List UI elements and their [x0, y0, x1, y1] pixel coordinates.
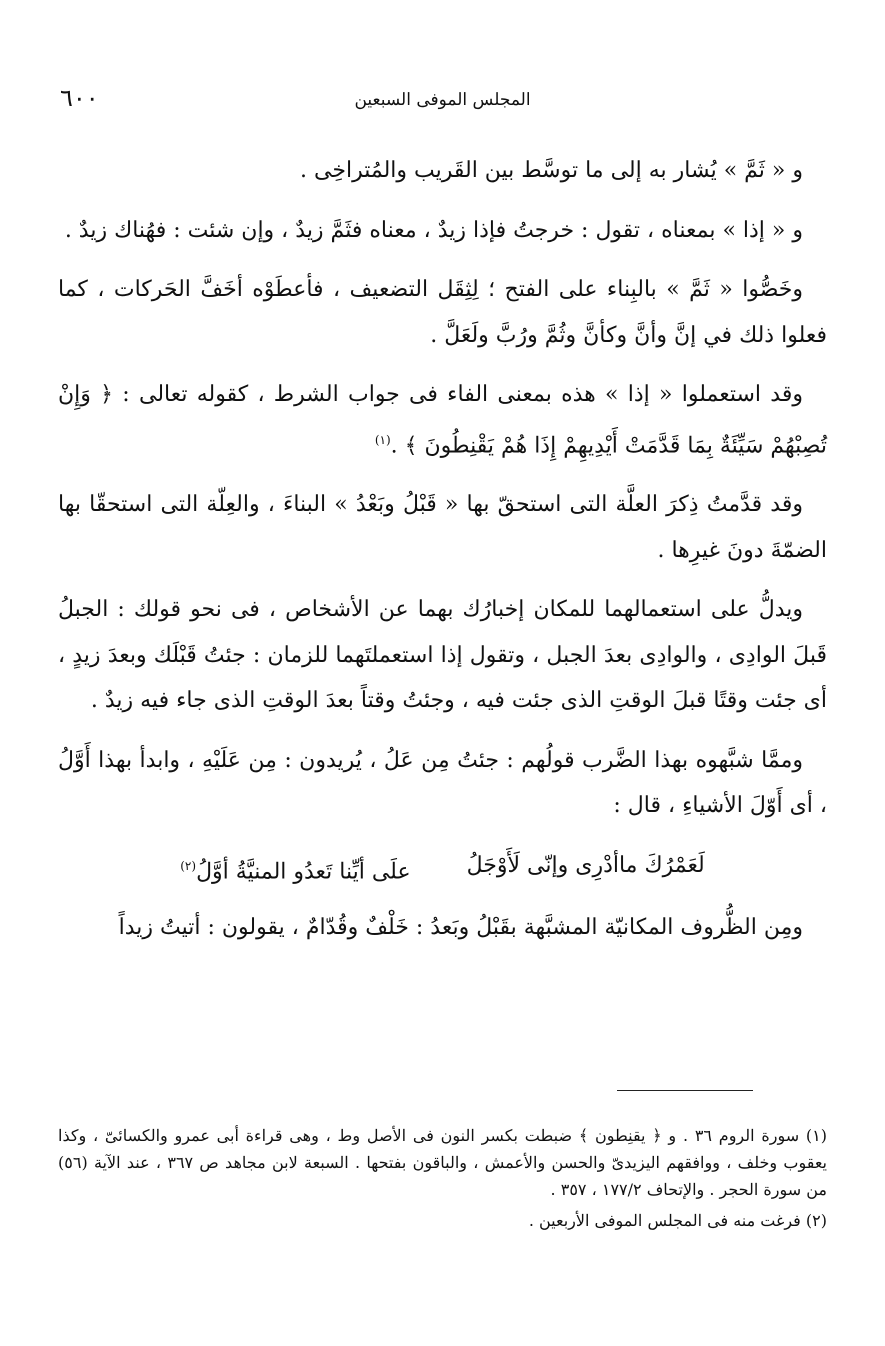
paragraph-7: وممَّا شبَّهوه بهذا الضَّرب قولُهم : جئتُ مِن عَلُ ، يُريدون : مِن عَلَيْهِ ، وابدأ بهذا أَوَّلُ ، أى أَوّلَ الأشياءِ ، قال : — [58, 747, 827, 819]
page-header — [60, 84, 825, 124]
footnote-1: (١) سورة الروم ٣٦ . و ﴿ يقنِطون ﴾ ضبطت بكسر النون فى الأصل وط ، وهى قراءة أبى عمرو والكسائىّ ، وكذا يعقوب وخلف ، ووافقهم اليزيدىّ والحسن والأعمش ، والباقون بفتحها . السبعة لابن مجاهد ص ٣٦٧ ، عند الآية (٥٦) من سورة الحجر . والإتحاف ١٧٧/٢ ، ٣٥٧ . — [58, 1126, 828, 1199]
paragraph-6: ويدلُّ على استعمالهما للمكان إخبارُك بهما عن الأشخاص ، فى نحو قولك : الجبلُ قَبلَ الوادِى ، والوادِى بعدَ الجبل ، وتقول إذا استعملتَهما للزمان : جئتُ قَبْلَك وبعدَ زيدٍ ، أى جئت وقتًا قبلَ الوقتِ الذى جئت فيه ، وجئتُ وقتاً بعدَ الوقتِ الذى جاء فيه زيدٌ . — [58, 597, 827, 714]
paragraph-1: و « ثَمَّ » يُشار به إلى ما توسَّط بين القَريب والمُتراخِى . — [300, 158, 803, 183]
running-title: المجلس الموفى السبعين — [354, 90, 531, 110]
paragraph-3: وخَصُّوا « ثَمَّ » بالبِناء على الفتح ؛ لِثِقَل التضعيف ، فأعطَوْه أخَفَّ الحَركات ، كما فعلوا ذلك في إنَّ وأنَّ وكأنَّ وثُمَّ ورُبَّ ولَعَلَّ . — [58, 277, 827, 348]
page-number: ٦٠٠ — [60, 84, 99, 112]
verse-hemistich-2-wrap — [180, 843, 410, 895]
paragraph-5: وقد قدَّمتُ ذِكرَ العلَّة التى استحقّ بها « قَبْلُ وبَعْدُ » البناءَ ، والعِلّة التى استحقّا بها الضمّةَ دونَ غيرِها . — [58, 492, 827, 563]
footnote-ref-1: (١) — [374, 432, 391, 447]
footnote-divider — [617, 1090, 753, 1091]
paragraph-4-text: وقد استعملوا « إذا » هذه بمعنى الفاء فى جواب الشرط ، كقوله تعالى : ﴿ وَإِنْ تُصِبْهُمْ سَيِّئَةٌ بِمَا قَدَّمَتْ أَيْدِيهِمْ إِذَا هُمْ يَقْنِطُونَ ﴾ . — [58, 382, 827, 458]
paragraph-2: و « إذا » بمعناه ، تقول : خرجتُ فإذا زيدٌ ، معناه فثَمَّ زيدٌ ، وإن شئت : فهُناك زيدٌ . — [64, 217, 803, 243]
verse-hemistich-1: لَعَمْرُكَ ماأدْرِى وإنّى لَأَوْجَلُ — [466, 852, 705, 878]
footnote-2: (٢) فرغت منه فى المجلس الموفى الأربعين . — [528, 1211, 827, 1230]
main-text — [58, 148, 827, 965]
verse-hemistich-2: علَى أيِّنا تَعدُو المنيَّةُ أوَّلُ — [196, 859, 411, 885]
footnote-ref-2: (٢) — [180, 858, 197, 873]
paragraph-4 — [58, 372, 827, 468]
closing-paragraph: ومِن الظُّروف المكانيّة المشبَّهة بقَبْلُ وبَعدُ : خَلْفٌ وقُدّامٌ ، يقولون : أتيتُ زيداً — [118, 915, 803, 941]
poetry-verse — [58, 843, 827, 895]
footnotes — [58, 1122, 827, 1238]
